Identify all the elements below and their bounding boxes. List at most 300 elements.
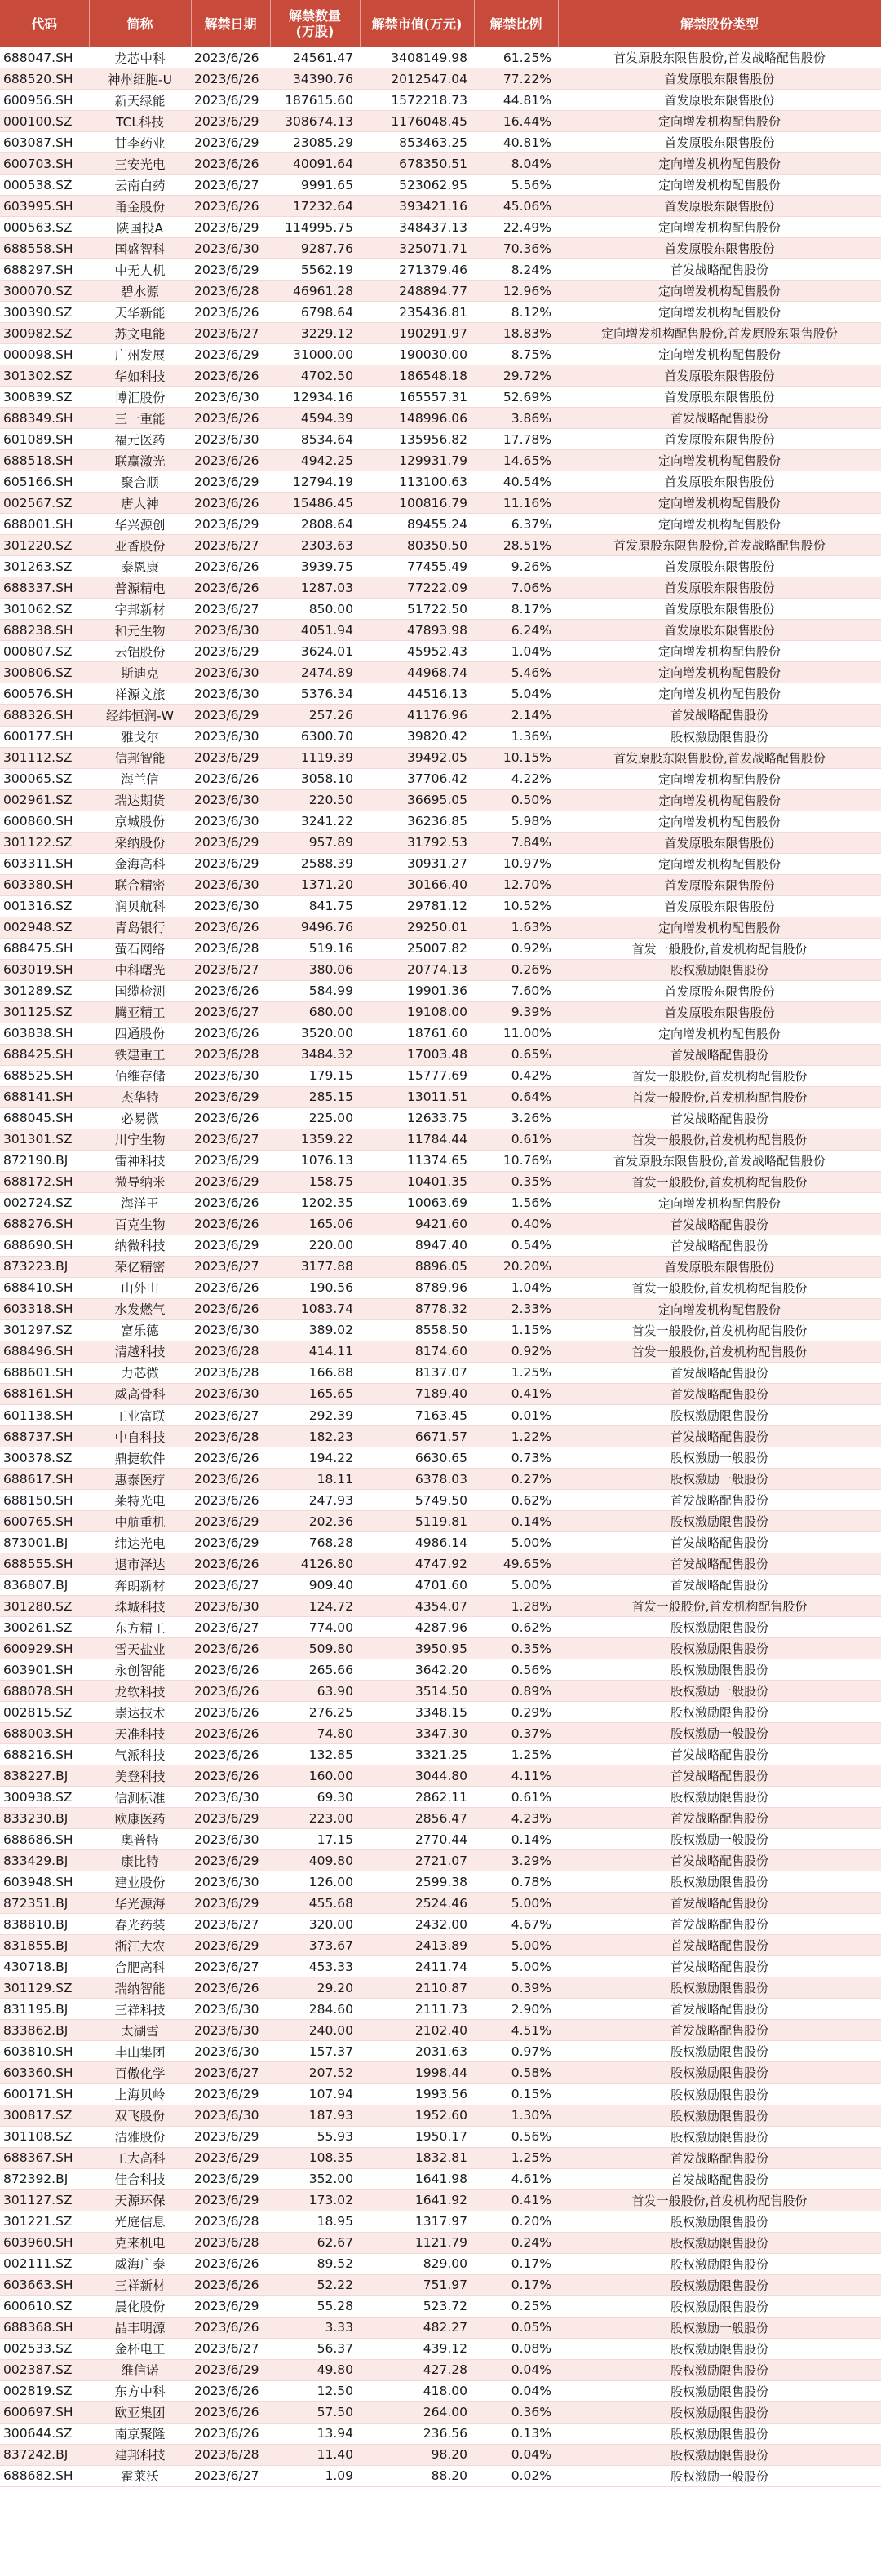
cell-name: 水发燃气 — [89, 1298, 191, 1319]
cell-market-value: 2432.00 — [360, 1914, 474, 1935]
cell-market-value: 2012547.04 — [360, 68, 474, 90]
cell-code: 688141.SH — [0, 1086, 89, 1107]
cell-ratio: 0.40% — [474, 1213, 558, 1235]
cell-market-value: 3044.80 — [360, 1765, 474, 1787]
cell-ratio: 7.06% — [474, 577, 558, 599]
cell-date: 2023/6/26 — [191, 47, 270, 68]
cell-ratio: 0.05% — [474, 2317, 558, 2338]
cell-ratio: 0.15% — [474, 2083, 558, 2105]
cell-code: 688425.SH — [0, 1044, 89, 1065]
cell-market-value: 44968.74 — [360, 662, 474, 683]
cell-ratio: 5.00% — [474, 1935, 558, 1956]
table-row — [0, 1659, 881, 1681]
cell-quantity: 17232.64 — [270, 196, 360, 217]
table-row — [0, 1107, 881, 1129]
cell-quantity: 1202.35 — [270, 1192, 360, 1213]
cell-code: 601089.SH — [0, 429, 89, 450]
cell-date: 2023/6/30 — [191, 1383, 270, 1404]
cell-share-type: 首发一般股份,首发机构配售股份 — [558, 1319, 881, 1341]
cell-name: 康比特 — [89, 1850, 191, 1871]
cell-name: 清越科技 — [89, 1341, 191, 1362]
cell-ratio: 1.25% — [474, 1744, 558, 1765]
table-row — [0, 1808, 881, 1829]
cell-market-value: 19108.00 — [360, 1001, 474, 1023]
cell-code: 688326.SH — [0, 705, 89, 726]
cell-ratio: 7.84% — [474, 832, 558, 853]
cell-name: 亚香股份 — [89, 535, 191, 556]
cell-name: 云南白药 — [89, 175, 191, 196]
cell-name: 华兴源创 — [89, 514, 191, 535]
cell-quantity: 89.52 — [270, 2253, 360, 2274]
cell-code: 301127.SZ — [0, 2189, 89, 2211]
cell-date: 2023/6/27 — [191, 1405, 270, 1426]
cell-ratio: 0.01% — [474, 1405, 558, 1426]
cell-name: 崇达技术 — [89, 1702, 191, 1723]
cell-ratio: 0.08% — [474, 2338, 558, 2359]
cell-quantity: 63.90 — [270, 1681, 360, 1702]
cell-share-type: 定向增发机构配售股份 — [558, 789, 881, 811]
cell-ratio: 0.56% — [474, 1659, 558, 1681]
cell-quantity: 380.06 — [270, 959, 360, 980]
cell-share-type: 股权激励限售股份 — [558, 1977, 881, 1999]
table-row — [0, 1362, 881, 1383]
cell-ratio: 5.56% — [474, 175, 558, 196]
cell-share-type: 股权激励一般股份 — [558, 1723, 881, 1744]
cell-market-value: 190030.00 — [360, 344, 474, 365]
cell-market-value: 45952.43 — [360, 641, 474, 662]
table-row — [0, 2105, 881, 2126]
cell-share-type: 首发原股东限售股份 — [558, 68, 881, 90]
cell-date: 2023/6/27 — [191, 1914, 270, 1935]
cell-market-value: 523062.95 — [360, 175, 474, 196]
cell-ratio: 40.54% — [474, 471, 558, 493]
cell-share-type: 股权激励限售股份 — [558, 2274, 881, 2295]
table-row — [0, 514, 881, 535]
cell-ratio: 8.04% — [474, 153, 558, 175]
cell-quantity: 18.11 — [270, 1469, 360, 1490]
cell-name: 杰华特 — [89, 1086, 191, 1107]
cell-date: 2023/6/26 — [191, 1638, 270, 1659]
cell-ratio: 52.69% — [474, 387, 558, 408]
table-row — [0, 1319, 881, 1341]
cell-market-value: 98.20 — [360, 2444, 474, 2465]
cell-market-value: 2599.38 — [360, 1871, 474, 1893]
cell-code: 600697.SH — [0, 2401, 89, 2423]
cell-market-value: 100816.79 — [360, 493, 474, 514]
cell-ratio: 9.26% — [474, 556, 558, 577]
cell-date: 2023/6/30 — [191, 1999, 270, 2020]
cell-date: 2023/6/30 — [191, 1787, 270, 1808]
cell-code: 300065.SZ — [0, 768, 89, 789]
cell-name: 威海广泰 — [89, 2253, 191, 2274]
cell-date: 2023/6/26 — [191, 302, 270, 323]
cell-date: 2023/6/30 — [191, 789, 270, 811]
cell-name: 富乐德 — [89, 1319, 191, 1341]
cell-market-value: 439.12 — [360, 2338, 474, 2359]
table-row — [0, 323, 881, 344]
cell-code: 838810.BJ — [0, 1914, 89, 1935]
cell-market-value: 348437.13 — [360, 217, 474, 238]
cell-code: 000807.SZ — [0, 641, 89, 662]
cell-quantity: 49.80 — [270, 2359, 360, 2380]
cell-share-type: 首发战略配售股份 — [558, 1362, 881, 1383]
table-row — [0, 1150, 881, 1171]
cell-name: 宇邦新材 — [89, 599, 191, 620]
cell-share-type: 首发原股东限售股份 — [558, 895, 881, 917]
cell-market-value: 264.00 — [360, 2401, 474, 2423]
cell-share-type: 股权激励限售股份 — [558, 2423, 881, 2444]
cell-code: 688558.SH — [0, 238, 89, 259]
cell-date: 2023/6/29 — [191, 471, 270, 493]
table-body — [0, 47, 881, 2486]
cell-ratio: 7.60% — [474, 980, 558, 1001]
cell-market-value: 8947.40 — [360, 1235, 474, 1256]
cell-code: 603663.SH — [0, 2274, 89, 2295]
cell-share-type: 首发原股东限售股份 — [558, 832, 881, 853]
cell-quantity: 108.35 — [270, 2147, 360, 2168]
table-row — [0, 1256, 881, 1277]
cell-name: 莱特光电 — [89, 1490, 191, 1511]
cell-name: 青岛银行 — [89, 917, 191, 938]
cell-share-type: 首发战略配售股份 — [558, 1765, 881, 1787]
cell-share-type: 首发原股东限售股份 — [558, 429, 881, 450]
header-date: 解禁日期 — [191, 0, 270, 47]
cell-name: 惠泰医疗 — [89, 1469, 191, 1490]
cell-ratio: 5.98% — [474, 811, 558, 832]
cell-code: 688518.SH — [0, 450, 89, 471]
cell-ratio: 4.23% — [474, 1808, 558, 1829]
cell-code: 600177.SH — [0, 726, 89, 747]
cell-date: 2023/6/26 — [191, 408, 270, 429]
cell-code: 600576.SH — [0, 683, 89, 705]
cell-quantity: 157.37 — [270, 2041, 360, 2062]
cell-quantity: 5562.19 — [270, 259, 360, 281]
cell-name: 铁建重工 — [89, 1044, 191, 1065]
table-row — [0, 662, 881, 683]
cell-market-value: 2856.47 — [360, 1808, 474, 1829]
cell-share-type: 首发原股东限售股份 — [558, 620, 881, 641]
cell-quantity: 389.02 — [270, 1319, 360, 1341]
table-row — [0, 450, 881, 471]
cell-name: 雪天盐业 — [89, 1638, 191, 1659]
cell-ratio: 0.36% — [474, 2401, 558, 2423]
cell-ratio: 0.17% — [474, 2274, 558, 2295]
cell-share-type: 首发战略配售股份 — [558, 1744, 881, 1765]
cell-name: 金杯电工 — [89, 2338, 191, 2359]
cell-code: 688520.SH — [0, 68, 89, 90]
cell-date: 2023/6/26 — [191, 1490, 270, 1511]
cell-share-type: 定向增发机构配售股份 — [558, 683, 881, 705]
cell-code: 000563.SZ — [0, 217, 89, 238]
cell-date: 2023/6/27 — [191, 599, 270, 620]
cell-market-value: 829.00 — [360, 2253, 474, 2274]
cell-date: 2023/6/27 — [191, 2062, 270, 2083]
cell-quantity: 373.67 — [270, 1935, 360, 1956]
cell-quantity: 308674.13 — [270, 111, 360, 132]
cell-code: 688276.SH — [0, 1213, 89, 1235]
table-row — [0, 2168, 881, 2189]
cell-quantity: 15486.45 — [270, 493, 360, 514]
cell-date: 2023/6/29 — [191, 1235, 270, 1256]
cell-code: 001316.SZ — [0, 895, 89, 917]
cell-code: 688410.SH — [0, 1277, 89, 1298]
cell-ratio: 1.36% — [474, 726, 558, 747]
cell-share-type: 定向增发机构配售股份 — [558, 1298, 881, 1319]
cell-quantity: 40091.64 — [270, 153, 360, 175]
cell-ratio: 4.51% — [474, 2020, 558, 2041]
cell-ratio: 3.26% — [474, 1107, 558, 1129]
cell-date: 2023/6/26 — [191, 1702, 270, 1723]
cell-share-type: 首发原股东限售股份 — [558, 196, 881, 217]
cell-date: 2023/6/27 — [191, 1956, 270, 1977]
cell-market-value: 7163.45 — [360, 1405, 474, 1426]
cell-ratio: 11.00% — [474, 1023, 558, 1044]
cell-ratio: 0.58% — [474, 2062, 558, 2083]
table-row — [0, 471, 881, 493]
cell-share-type: 定向增发机构配售股份 — [558, 281, 881, 302]
cell-share-type: 定向增发机构配售股份 — [558, 641, 881, 662]
cell-market-value: 11784.44 — [360, 1129, 474, 1150]
cell-market-value: 20774.13 — [360, 959, 474, 980]
cell-market-value: 5749.50 — [360, 1490, 474, 1511]
cell-quantity: 17.15 — [270, 1829, 360, 1850]
cell-ratio: 12.96% — [474, 281, 558, 302]
cell-quantity: 1076.13 — [270, 1150, 360, 1171]
cell-date: 2023/6/27 — [191, 2338, 270, 2359]
cell-quantity: 74.80 — [270, 1723, 360, 1744]
table-row — [0, 132, 881, 153]
cell-share-type: 首发一般股份,首发机构配售股份 — [558, 1596, 881, 1617]
cell-code: 688367.SH — [0, 2147, 89, 2168]
cell-share-type: 定向增发机构配售股份 — [558, 217, 881, 238]
cell-quantity: 114995.75 — [270, 217, 360, 238]
cell-share-type: 首发原股东限售股份,首发战略配售股份 — [558, 1150, 881, 1171]
cell-code: 688682.SH — [0, 2465, 89, 2486]
table-row — [0, 599, 881, 620]
cell-ratio: 0.14% — [474, 1829, 558, 1850]
cell-code: 301122.SZ — [0, 832, 89, 853]
cell-code: 873223.BJ — [0, 1256, 89, 1277]
cell-market-value: 4287.96 — [360, 1617, 474, 1638]
cell-market-value: 3642.20 — [360, 1659, 474, 1681]
cell-ratio: 0.04% — [474, 2380, 558, 2401]
cell-code: 688555.SH — [0, 1553, 89, 1575]
cell-date: 2023/6/26 — [191, 1298, 270, 1319]
cell-name: 中航重机 — [89, 1511, 191, 1532]
cell-share-type: 股权激励一般股份 — [558, 1447, 881, 1469]
cell-share-type: 首发战略配售股份 — [558, 705, 881, 726]
cell-ratio: 9.39% — [474, 1001, 558, 1023]
cell-name: 国缆检测 — [89, 980, 191, 1001]
cell-ratio: 4.22% — [474, 768, 558, 789]
cell-date: 2023/6/26 — [191, 1744, 270, 1765]
cell-date: 2023/6/26 — [191, 1723, 270, 1744]
cell-ratio: 0.65% — [474, 1044, 558, 1065]
table-row — [0, 959, 881, 980]
cell-quantity: 2588.39 — [270, 853, 360, 874]
cell-code: 430718.BJ — [0, 1956, 89, 1977]
cell-date: 2023/6/26 — [191, 2253, 270, 2274]
cell-share-type: 定向增发机构配售股份 — [558, 1023, 881, 1044]
cell-name: 天华新能 — [89, 302, 191, 323]
cell-share-type: 股权激励限售股份 — [558, 959, 881, 980]
cell-name: TCL科技 — [89, 111, 191, 132]
cell-date: 2023/6/27 — [191, 535, 270, 556]
cell-quantity: 850.00 — [270, 599, 360, 620]
cell-market-value: 1641.92 — [360, 2189, 474, 2211]
table-row — [0, 1871, 881, 1893]
cell-name: 维信诺 — [89, 2359, 191, 2380]
cell-code: 688690.SH — [0, 1235, 89, 1256]
cell-name: 威高骨科 — [89, 1383, 191, 1404]
table-row — [0, 1235, 881, 1256]
cell-share-type: 首发战略配售股份 — [558, 1956, 881, 1977]
cell-ratio: 4.67% — [474, 1914, 558, 1935]
table-row — [0, 1213, 881, 1235]
table-row — [0, 2189, 881, 2211]
cell-quantity: 220.50 — [270, 789, 360, 811]
cell-date: 2023/6/26 — [191, 768, 270, 789]
cell-ratio: 1.56% — [474, 1192, 558, 1213]
cell-share-type: 股权激励限售股份 — [558, 1871, 881, 1893]
cell-ratio: 10.97% — [474, 853, 558, 874]
cell-name: 工大高科 — [89, 2147, 191, 2168]
cell-date: 2023/6/28 — [191, 938, 270, 959]
cell-code: 605166.SH — [0, 471, 89, 493]
cell-code: 837242.BJ — [0, 2444, 89, 2465]
table-row — [0, 1850, 881, 1871]
cell-code: 002961.SZ — [0, 789, 89, 811]
cell-ratio: 5.00% — [474, 1532, 558, 1553]
cell-share-type: 股权激励限售股份 — [558, 2105, 881, 2126]
table-row — [0, 493, 881, 514]
cell-market-value: 482.27 — [360, 2317, 474, 2338]
cell-code: 002724.SZ — [0, 1192, 89, 1213]
cell-ratio: 12.70% — [474, 874, 558, 895]
header-ratio: 解禁比例 — [474, 0, 558, 47]
table-row — [0, 1638, 881, 1659]
cell-quantity: 3520.00 — [270, 1023, 360, 1044]
cell-ratio: 0.64% — [474, 1086, 558, 1107]
cell-name: 新天绿能 — [89, 90, 191, 111]
cell-share-type: 股权激励限售股份 — [558, 1638, 881, 1659]
table-row — [0, 2253, 881, 2274]
cell-market-value: 18761.60 — [360, 1023, 474, 1044]
table-row — [0, 620, 881, 641]
cell-ratio: 10.15% — [474, 747, 558, 768]
cell-market-value: 8137.07 — [360, 1362, 474, 1383]
cell-ratio: 0.73% — [474, 1447, 558, 1469]
table-row — [0, 1575, 881, 1596]
cell-date: 2023/6/30 — [191, 2020, 270, 2041]
table-row — [0, 1829, 881, 1850]
cell-code: 688737.SH — [0, 1426, 89, 1447]
cell-share-type: 首发战略配售股份 — [558, 1490, 881, 1511]
cell-code: 688172.SH — [0, 1171, 89, 1192]
cell-share-type: 定向增发机构配售股份 — [558, 917, 881, 938]
cell-date: 2023/6/29 — [191, 641, 270, 662]
cell-date: 2023/6/26 — [191, 1765, 270, 1787]
table-row — [0, 1681, 881, 1702]
cell-code: 300261.SZ — [0, 1617, 89, 1638]
cell-share-type: 股权激励限售股份 — [558, 2359, 881, 2380]
cell-share-type: 股权激励一般股份 — [558, 1829, 881, 1850]
cell-share-type: 首发战略配售股份 — [558, 2147, 881, 2168]
cell-name: 珠城科技 — [89, 1596, 191, 1617]
cell-date: 2023/6/26 — [191, 556, 270, 577]
cell-market-value: 1176048.45 — [360, 111, 474, 132]
cell-share-type: 定向增发机构配售股份 — [558, 302, 881, 323]
cell-market-value: 8789.96 — [360, 1277, 474, 1298]
cell-quantity: 276.25 — [270, 1702, 360, 1723]
cell-date: 2023/6/29 — [191, 2359, 270, 2380]
cell-quantity: 3229.12 — [270, 323, 360, 344]
cell-ratio: 61.25% — [474, 47, 558, 68]
table-row — [0, 2444, 881, 2465]
table-row — [0, 917, 881, 938]
cell-share-type: 定向增发机构配售股份 — [558, 768, 881, 789]
cell-quantity: 1083.74 — [270, 1298, 360, 1319]
cell-share-type: 首发战略配售股份 — [558, 1999, 881, 2020]
table-row — [0, 1702, 881, 1723]
cell-ratio: 10.52% — [474, 895, 558, 917]
cell-date: 2023/6/28 — [191, 281, 270, 302]
cell-quantity: 107.94 — [270, 2083, 360, 2105]
table-row — [0, 1914, 881, 1935]
cell-quantity: 409.80 — [270, 1850, 360, 1871]
cell-quantity: 132.85 — [270, 1744, 360, 1765]
cell-quantity: 1.09 — [270, 2465, 360, 2486]
cell-name: 海洋王 — [89, 1192, 191, 1213]
table-row — [0, 1596, 881, 1617]
cell-name: 工业富联 — [89, 1405, 191, 1426]
cell-name: 雷神科技 — [89, 1150, 191, 1171]
header-name: 简称 — [89, 0, 191, 47]
cell-code: 300839.SZ — [0, 387, 89, 408]
cell-ratio: 5.00% — [474, 1575, 558, 1596]
cell-ratio: 28.51% — [474, 535, 558, 556]
cell-quantity: 220.00 — [270, 1235, 360, 1256]
cell-ratio: 1.04% — [474, 1277, 558, 1298]
cell-code: 838227.BJ — [0, 1765, 89, 1787]
cell-code: 000538.SZ — [0, 175, 89, 196]
cell-quantity: 6300.70 — [270, 726, 360, 747]
cell-quantity: 207.52 — [270, 2062, 360, 2083]
cell-market-value: 8778.32 — [360, 1298, 474, 1319]
cell-ratio: 0.41% — [474, 2189, 558, 2211]
cell-market-value: 25007.82 — [360, 938, 474, 959]
cell-name: 聚合顺 — [89, 471, 191, 493]
cell-quantity: 166.88 — [270, 1362, 360, 1383]
cell-code: 688001.SH — [0, 514, 89, 535]
cell-date: 2023/6/26 — [191, 196, 270, 217]
cell-name: 泰恩康 — [89, 556, 191, 577]
table-header-row — [0, 0, 881, 47]
cell-ratio: 0.89% — [474, 1681, 558, 1702]
cell-market-value: 41176.96 — [360, 705, 474, 726]
cell-name: 美登科技 — [89, 1765, 191, 1787]
cell-share-type: 首发原股东限售股份 — [558, 238, 881, 259]
cell-name: 三安光电 — [89, 153, 191, 175]
cell-quantity: 11.40 — [270, 2444, 360, 2465]
cell-name: 腾亚精工 — [89, 1001, 191, 1023]
cell-share-type: 首发战略配售股份 — [558, 1935, 881, 1956]
table-row — [0, 2317, 881, 2338]
cell-code: 600610.SZ — [0, 2295, 89, 2317]
cell-quantity: 165.06 — [270, 1213, 360, 1235]
cell-code: 688349.SH — [0, 408, 89, 429]
cell-quantity: 9287.76 — [270, 238, 360, 259]
